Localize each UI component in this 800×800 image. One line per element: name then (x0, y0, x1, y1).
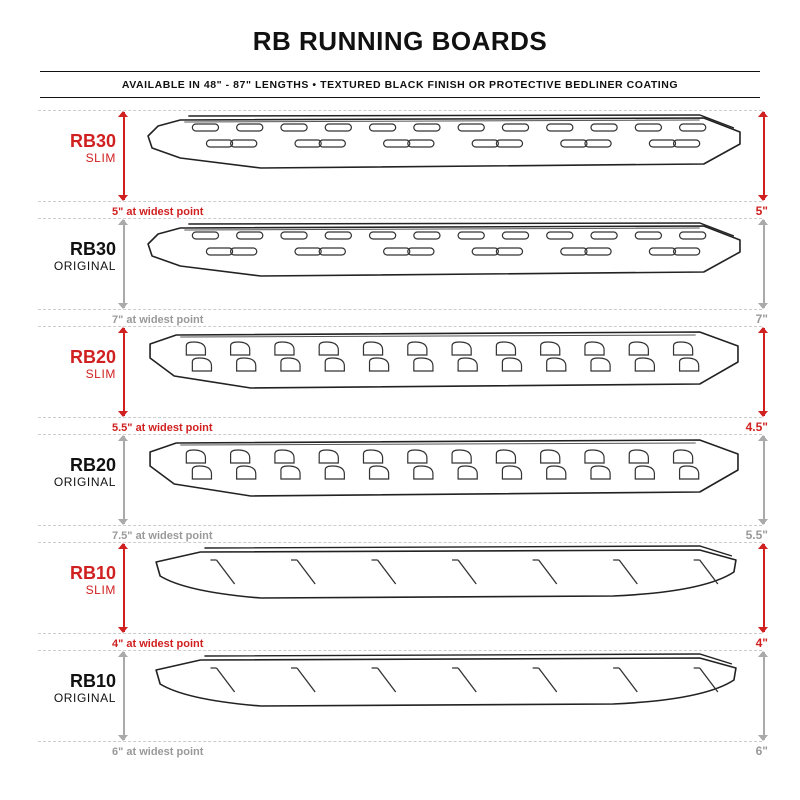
board-variant: SLIM (85, 150, 116, 165)
board-model: RB20 (69, 347, 116, 367)
board-label (30, 132, 116, 166)
width-note: 7.5" at widest point (112, 530, 213, 542)
right-dimension-arrow (758, 220, 770, 308)
board-label (30, 672, 116, 706)
board-variant: SLIM (85, 366, 116, 381)
height-note: 6" (755, 744, 768, 758)
board-illustration (140, 106, 744, 202)
board-illustration (140, 538, 744, 634)
width-note: 5" at widest point (112, 206, 204, 218)
left-dimension-arrow (118, 328, 130, 416)
right-dimension-arrow (758, 544, 770, 632)
board-row (0, 428, 800, 542)
board-illustration (140, 430, 744, 526)
board-illustration (140, 646, 744, 742)
board-variant: ORIGINAL (53, 258, 116, 273)
board-variant: ORIGINAL (53, 690, 116, 705)
board-label (30, 348, 116, 382)
width-note: 7" at widest point (112, 314, 204, 326)
board-model: RB10 (69, 563, 116, 583)
left-dimension-arrow (118, 220, 130, 308)
board-row (0, 320, 800, 434)
board-rows (0, 104, 800, 758)
left-dimension-arrow (118, 652, 130, 740)
board-label (30, 456, 116, 490)
header-subtitle: AVAILABLE IN 48" - 87" LENGTHS • TEXTURED BLACK FINISH OR PROTECTIVE BEDLINER COATING (40, 71, 760, 98)
right-dimension-arrow (758, 436, 770, 524)
left-dimension-arrow (118, 544, 130, 632)
board-illustration (140, 322, 744, 418)
board-row (0, 104, 800, 218)
board-model: RB30 (69, 131, 116, 151)
right-dimension-arrow (758, 328, 770, 416)
header (0, 0, 800, 98)
board-row (0, 644, 800, 758)
board-label (30, 240, 116, 274)
right-dimension-arrow (758, 112, 770, 200)
right-dimension-arrow (758, 652, 770, 740)
board-model: RB30 (69, 239, 116, 259)
board-illustration (140, 214, 744, 310)
board-model: RB10 (69, 671, 116, 691)
board-label (30, 564, 116, 598)
board-row (0, 536, 800, 650)
board-variant: SLIM (85, 582, 116, 597)
left-dimension-arrow (118, 436, 130, 524)
height-note: 5.5" (745, 528, 768, 542)
page-title: RB RUNNING BOARDS (252, 26, 548, 56)
height-note: 5" (755, 204, 768, 218)
board-variant: ORIGINAL (53, 474, 116, 489)
board-row (0, 212, 800, 326)
height-note: 4.5" (745, 420, 768, 434)
width-note: 4" at widest point (112, 638, 204, 650)
board-model: RB20 (69, 455, 116, 475)
left-dimension-arrow (118, 112, 130, 200)
width-note: 5.5" at widest point (112, 422, 213, 434)
height-note: 4" (755, 636, 768, 650)
height-note: 7" (755, 312, 768, 326)
width-note: 6" at widest point (112, 746, 204, 758)
